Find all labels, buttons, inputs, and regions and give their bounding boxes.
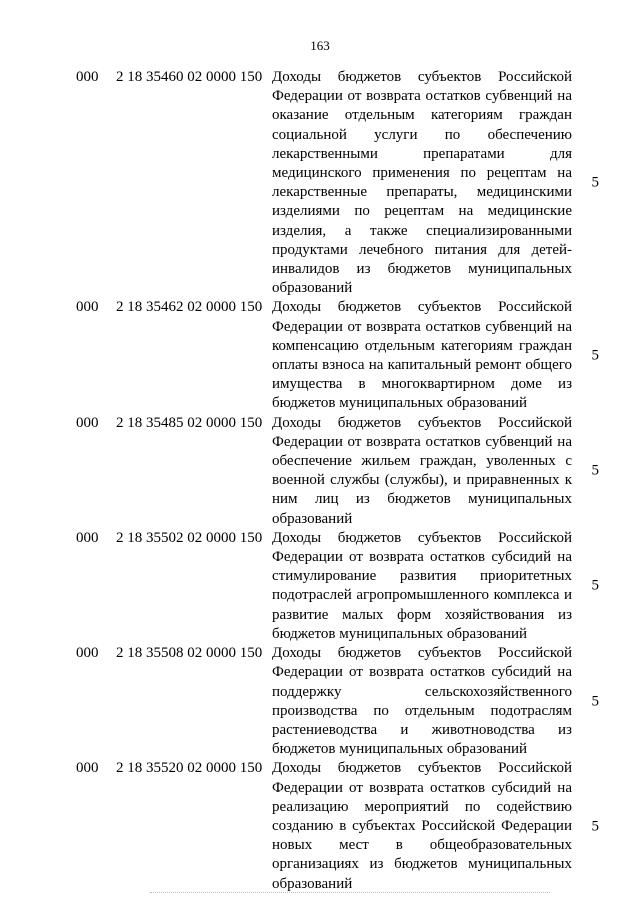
table-row (0, 68, 640, 298)
budget-classification-code: 2 18 35462 02 0000 150 (116, 299, 263, 316)
distribution-norm: 5 (591, 577, 599, 594)
revenue-codes-table (0, 68, 640, 894)
table-row (0, 414, 640, 529)
page-number: 163 (310, 38, 330, 53)
budget-classification-code: 2 18 35502 02 0000 150 (116, 529, 263, 546)
revenue-description: Доходы бюджетов субъектов Российской Федерации от возврата остатков субсидий на поддержку сельскохозяйственного производства по отдельным подотраслям растениеводства и животноводства из бюджетов муниципальных образований (272, 645, 572, 758)
revenue-description: Доходы бюджетов субъектов Российской Федерации от возврата остатков субсидий на реализацию мероприятий по содействию созданию в субъектах Российской Федерации новых мест в общеобразовательных организациях из бюджетов муниципальных образований (272, 760, 572, 892)
distribution-norm: 5 (591, 462, 599, 479)
administrator-code: 000 (76, 529, 99, 546)
table-row (0, 529, 640, 644)
distribution-norm: 5 (591, 693, 599, 710)
budget-classification-code: 2 18 35460 02 0000 150 (116, 69, 263, 85)
revenue-description: Доходы бюджетов субъектов Российской Федерации от возврата остатков субсидий на стимулирование развития приоритетных подотраслей агропромышленного комплекса и развитие малых форм хозяйствования из бюджетов муниципальных образований (272, 529, 572, 642)
administrator-code: 000 (76, 645, 99, 662)
table-row (0, 644, 640, 759)
administrator-code: 000 (76, 414, 99, 431)
revenue-description: Доходы бюджетов субъектов Российской Федерации от возврата остатков субвенций на обеспечение жильем граждан, уволенных с военной службы (службы), и приравненных к ним лиц из бюджетов муниципальных образований (272, 414, 572, 527)
budget-classification-code: 2 18 35485 02 0000 150 (116, 414, 263, 431)
distribution-norm: 5 (591, 347, 599, 364)
table-row (0, 298, 640, 413)
administrator-code: 000 (76, 299, 99, 316)
budget-classification-code: 2 18 35520 02 0000 150 (116, 760, 263, 777)
revenue-description: Доходы бюджетов субъектов Российской Федерации от возврата остатков субвенций на оказание отдельным категориям граждан социальной услуги по обеспечению лекарственными препаратами для медицинского применения по рецептам на лекарственные препараты, медицинскими изделиями по рецептам на медицинские изделия, а также специализированными продуктами лечебного питания для детей-инвалидов из бюджетов муниципальных образований (272, 69, 572, 297)
table-row (0, 759, 640, 893)
revenue-description: Доходы бюджетов субъектов Российской Федерации от возврата остатков субвенций на компенсацию отдельным категориям граждан оплаты взноса на капитальный ремонт общего имущества в многоквартирном доме из бюджетов муниципальных образований (272, 299, 572, 412)
administrator-code: 000 (76, 760, 99, 777)
administrator-code: 000 (76, 69, 99, 85)
budget-classification-code: 2 18 35508 02 0000 150 (116, 645, 263, 662)
distribution-norm: 5 (591, 174, 599, 191)
distribution-norm: 5 (591, 817, 599, 834)
scan-artifact-line (150, 892, 550, 893)
